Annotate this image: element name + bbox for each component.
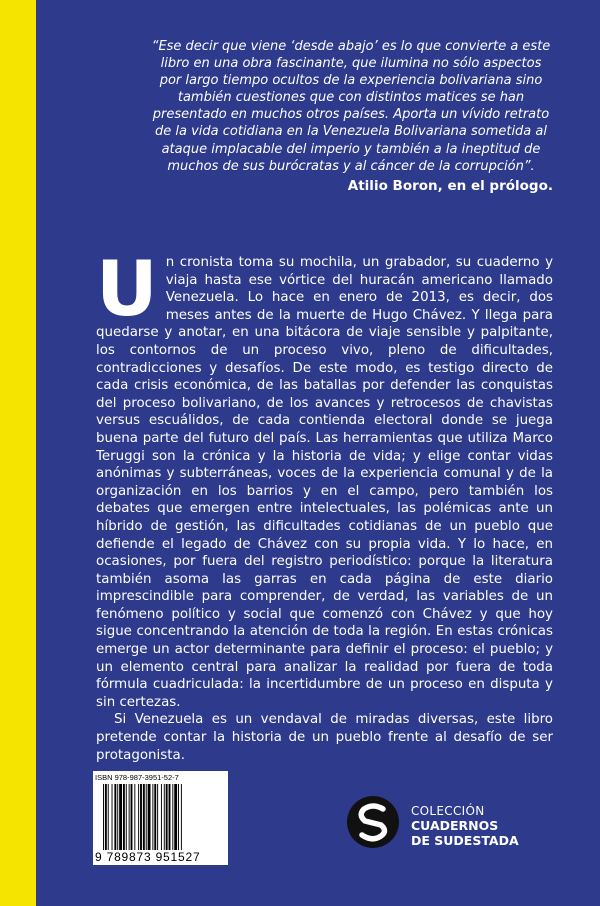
yellow-spine-stripe: [0, 0, 36, 906]
synopsis-paragraph-2: Si Venezuela es un vendaval de miradas diversas, este libro pretende contar la historia de un pueblo frente al desafío de ser protagonista.: [96, 712, 553, 763]
collection-name-line-2: DE SUDESTADA: [411, 833, 519, 848]
quote-attribution: Atilio Boron, en el prólogo.: [347, 178, 553, 194]
synopsis-text: [96, 244, 553, 764]
isbn-label: ISBN 978-987-3951-52-7: [95, 773, 179, 782]
isbn-digits: 9 789873 951527: [95, 850, 201, 864]
publisher-s-logo-icon: [346, 795, 400, 849]
prologue-quote: [150, 38, 552, 175]
synopsis-paragraph-1: n cronista toma su mochila, un grabador, su cuaderno y viaja hasta ese vórtice del huracán americano llamado Venezuela. Lo hace en enero de 2013, es decir, dos meses antes de la muerte de Hugo Chávez. Y llega para quedarse y anotar, en una bitácora de viaje sensible y palpitante, los contornos de un proceso vivo, pleno de dificultades, contradicciones y desafíos. De este modo, es testigo directo de cada crisis económica, de las batallas por defender las conquistas del proceso bolivariano, de los avances y retrocesos de chavistas versus escuálidos, de cada contienda electoral donde se juega buena parte del futuro del país. Las herramientas que utiliza Marco Teruggi son la crónica y la historia de vida; y elige contar vidas anónimas y subterráneas, voces de la experiencia comunal y de la organización en los barrios y en el campo, pero también los debates que emergen entre intelectuales, las polémicas ante un híbrido de gestión, las dificultades cotidianas de un pueblo que defiende el legado de Chávez con su propia vida. Y lo hace, en ocasiones, por fuera del registro periodístico: porque la literatura también asoma las garras en cada página de este diario imprescindible para comprender, de verdad, las variables de un fenómeno político y social que comenzó con Chávez y que hoy sigue concentrando la atención de toda la región. En estas crónicas emerge un actor determinante para definir el proceso: el pueblo; y un elemento central para analizar la realidad por fuera de toda fórmula cuadriculada: la incertidumbre de un proceso en disputa y sin certezas.: [96, 255, 553, 710]
isbn-barcode: [93, 771, 228, 865]
dropcap-letter: U: [96, 244, 158, 333]
collection-name-line-1: CUADERNOS: [411, 818, 499, 833]
barcode-icon: [103, 784, 223, 850]
collection-label: COLECCIÓN: [411, 804, 485, 818]
quote-text: “Ese decir que viene ‘desde abajo’ es lo que convierte a este libro en una obra fascinante, que ilumina no sólo aspectos por largo tiempo ocultos de la experiencia bolivariana sino también cuestiones que con distintos matices se han presentado en muchos otros países. Aporta un vívido retrato de la vida cotidiana en la Venezuela Bolivariana sometida al ataque implacable del imperio y también a la ineptitud de muchos de sus burócratas y al cáncer de la corrupción”.: [151, 39, 551, 174]
